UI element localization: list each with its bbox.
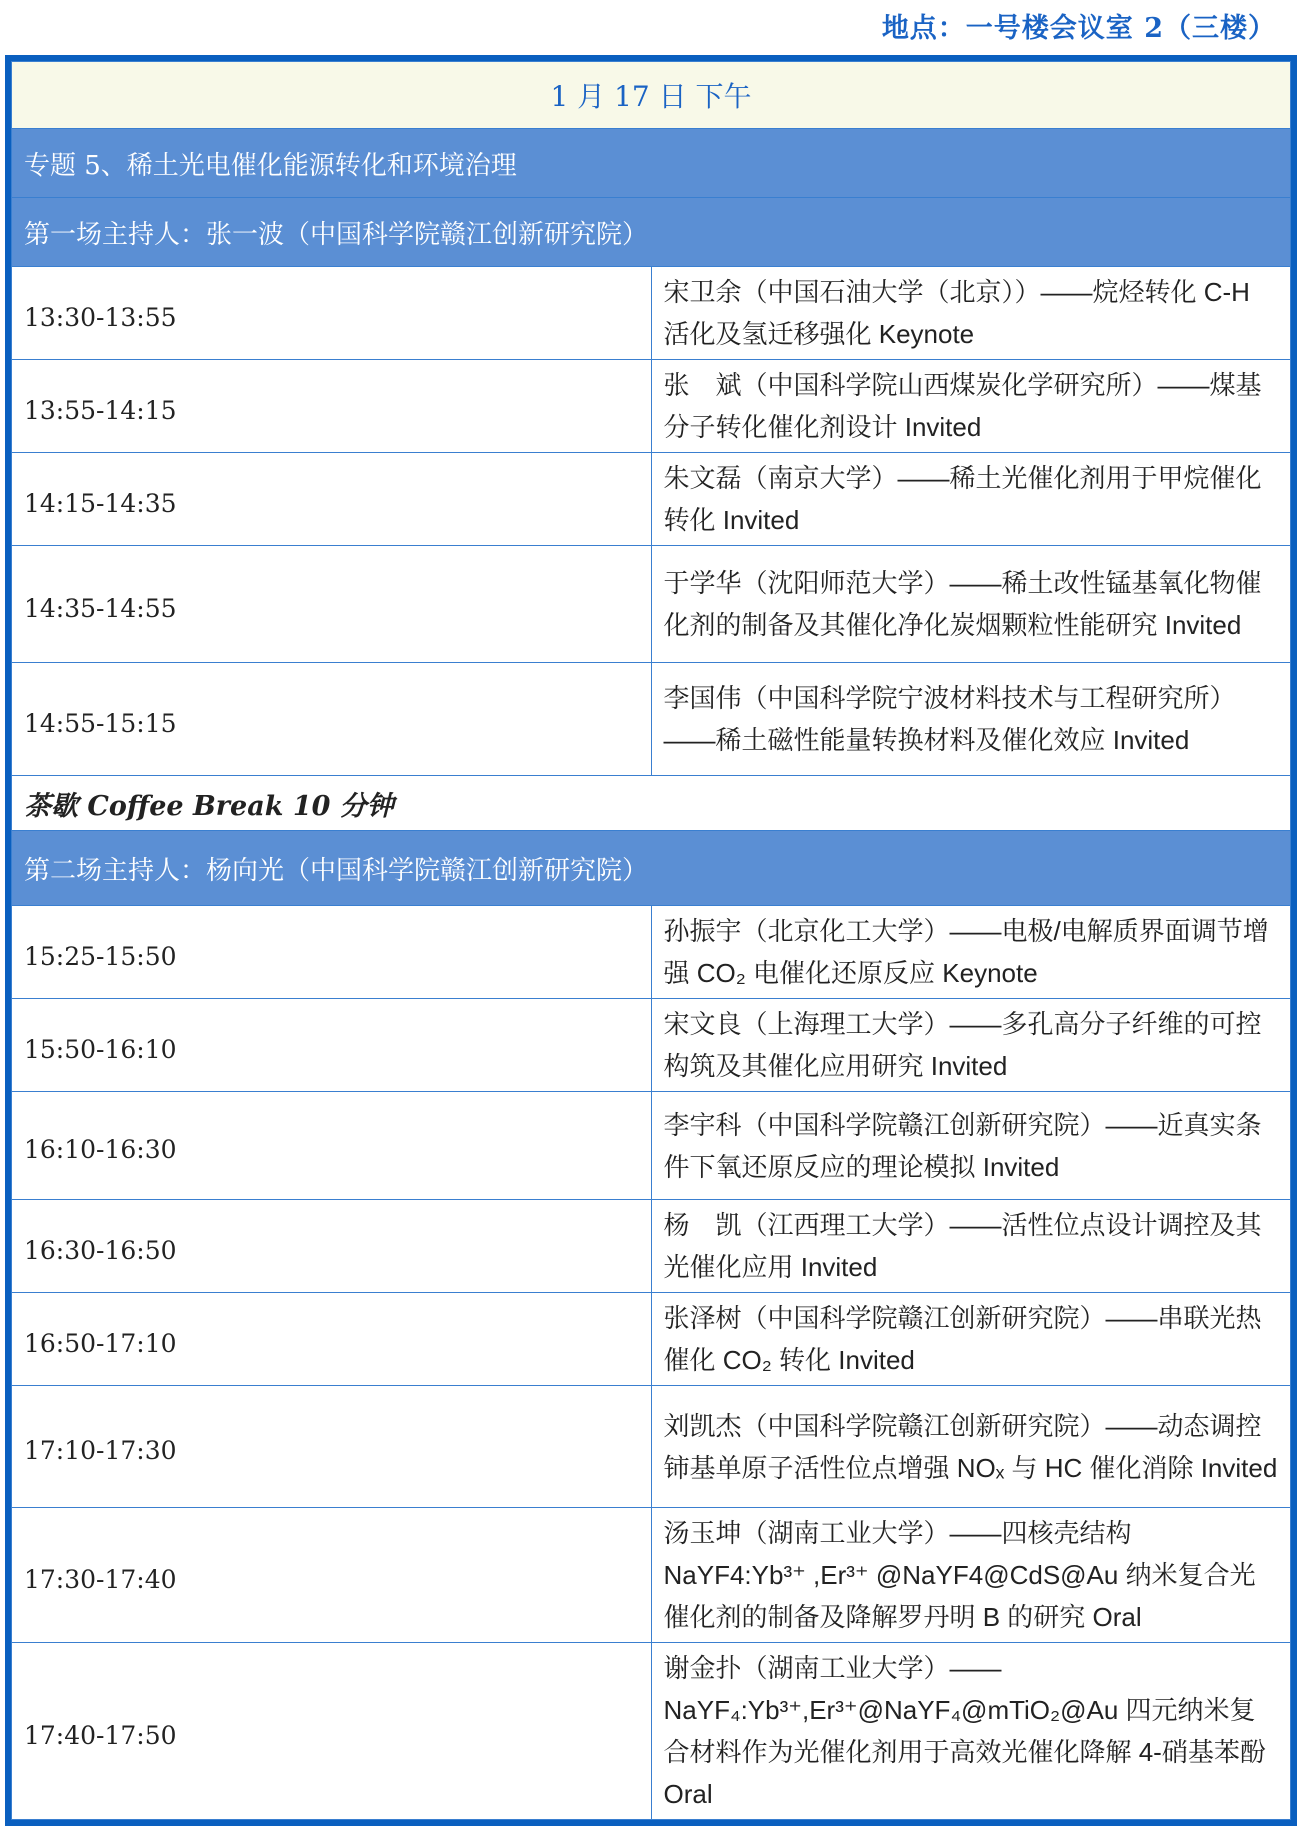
talk-time: 13:30-13:55	[12, 267, 652, 360]
talk-title: 张泽树（中国科学院赣江创新研究院）——串联光热催化 CO₂ 转化 Invited	[651, 1293, 1291, 1386]
talk-row	[12, 1200, 1291, 1293]
talk-row	[12, 663, 1291, 776]
talk-time: 16:50-17:10	[12, 1293, 652, 1386]
talk-title: 宋卫余（中国石油大学（北京））——烷烃转化 C-H 活化及氢迁移强化 Keynote	[651, 267, 1291, 360]
talk-time: 15:50-16:10	[12, 999, 652, 1092]
talk-title: 李宇科（中国科学院赣江创新研究院）——近真实条件下氧还原反应的理论模拟 Invited	[651, 1092, 1291, 1200]
talk-time: 13:55-14:15	[12, 360, 652, 453]
talk-title: 杨 凯（江西理工大学）——活性位点设计调控及其光催化应用 Invited	[651, 1200, 1291, 1293]
topic-header: 专题 5、稀土光电催化能源转化和环境治理	[12, 129, 1291, 198]
talk-title: 谢金扑（湖南工业大学）——NaYF₄:Yb³⁺,Er³⁺@NaYF₄@mTiO₂@Au 四元纳米复合材料作为光催化剂用于高效光催化降解 4-硝基苯酚 Oral	[651, 1643, 1291, 1820]
session1-host: 第一场主持人：张一波（中国科学院赣江创新研究院）	[12, 198, 1291, 267]
talk-title: 于学华（沈阳师范大学）——稀土改性锰基氧化物催化剂的制备及其催化净化炭烟颗粒性能研究 Invited	[651, 546, 1291, 663]
coffee-break: 茶歇 Coffee Break 10 分钟	[12, 776, 1291, 831]
talk-time: 15:25-15:50	[12, 906, 652, 999]
schedule-table	[11, 61, 1291, 1820]
session2-host: 第二场主持人：杨向光（中国科学院赣江创新研究院）	[12, 831, 1291, 906]
talk-row	[12, 1386, 1291, 1508]
talk-time: 16:10-16:30	[12, 1092, 652, 1200]
talk-row	[12, 906, 1291, 999]
talk-row	[12, 453, 1291, 546]
talk-row	[12, 1092, 1291, 1200]
talk-row	[12, 546, 1291, 663]
talk-title: 刘凯杰（中国科学院赣江创新研究院）——动态调控铈基单原子活性位点增强 NOₓ 与 HC 催化消除 Invited	[651, 1386, 1291, 1508]
date-header: 1 月 17 日 下午	[12, 62, 1291, 129]
talk-time: 17:40-17:50	[12, 1643, 652, 1820]
talk-time: 14:55-15:15	[12, 663, 652, 776]
talk-row	[12, 999, 1291, 1092]
talk-time: 14:15-14:35	[12, 453, 652, 546]
talk-title: 朱文磊（南京大学）——稀土光催化剂用于甲烷催化转化 Invited	[651, 453, 1291, 546]
talk-time: 17:30-17:40	[12, 1508, 652, 1643]
talk-time: 14:35-14:55	[12, 546, 652, 663]
talk-time: 16:30-16:50	[12, 1200, 652, 1293]
talk-row	[12, 360, 1291, 453]
talk-row	[12, 1508, 1291, 1643]
talk-row	[12, 1293, 1291, 1386]
schedule-frame	[5, 55, 1297, 1826]
talk-title: 宋文良（上海理工大学）——多孔高分子纤维的可控构筑及其催化应用研究 Invited	[651, 999, 1291, 1092]
talk-title: 张 斌（中国科学院山西煤炭化学研究所）——煤基分子转化催化剂设计 Invited	[651, 360, 1291, 453]
talk-title: 孙振宇（北京化工大学）——电极/电解质界面调节增强 CO₂ 电催化还原反应 Keynote	[651, 906, 1291, 999]
talk-title: 李国伟（中国科学院宁波材料技术与工程研究所）——稀土磁性能量转换材料及催化效应 Invited	[651, 663, 1291, 776]
talk-title: 汤玉坤（湖南工业大学）——四核壳结构 NaYF4:Yb³⁺ ,Er³⁺ @NaYF4@CdS@Au 纳米复合光催化剂的制备及降解罗丹明 B 的研究 Oral	[651, 1508, 1291, 1643]
location-label: 地点：一号楼会议室 2（三楼）	[881, 13, 1276, 44]
talk-time: 17:10-17:30	[12, 1386, 652, 1508]
talk-row	[12, 267, 1291, 360]
talk-row	[12, 1643, 1291, 1820]
